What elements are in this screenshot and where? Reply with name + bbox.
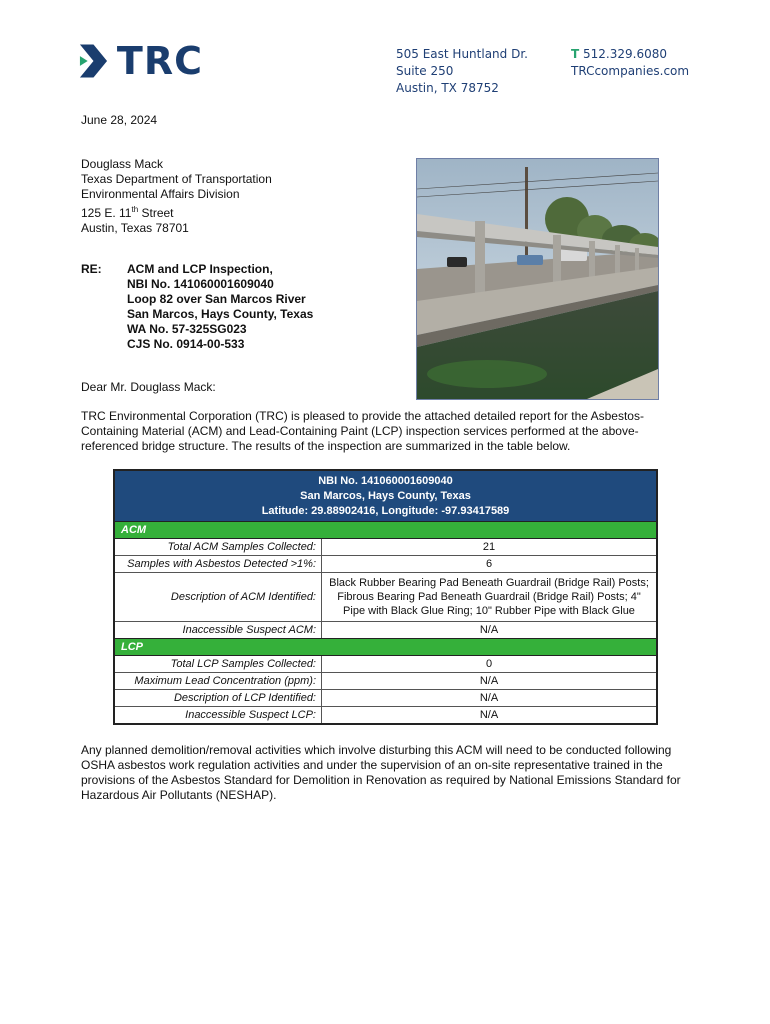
phone-label: T	[571, 47, 580, 61]
letter-date: June 28, 2024	[81, 113, 158, 127]
re-line: NBI No. 141060001609040	[127, 277, 274, 291]
row-label: Description of LCP Identified:	[115, 690, 322, 706]
trc-logo	[78, 40, 203, 82]
recipient-block	[81, 157, 272, 236]
row-label: Total ACM Samples Collected:	[115, 539, 322, 555]
re-line: Loop 82 over San Marcos River	[127, 292, 306, 306]
row-value: 0	[485, 658, 493, 670]
re-label: RE:	[81, 262, 102, 276]
table-row	[115, 656, 656, 673]
row-value: N/A	[479, 692, 499, 704]
row-value: Black Rubber Bearing Pad Beneath Guardrail (Bridge Rail) Posts; Fibrous Bearing Pad Beneath Guardrail (Bridge Rail) Posts; 4" Pipe with Black Glue Ring; 10" Rubber Pipe with Black Glue	[329, 577, 649, 617]
lcp-section-header: LCP	[115, 639, 656, 656]
row-value: 6	[485, 558, 493, 570]
acm-section-header: ACM	[115, 522, 656, 539]
bridge-photo	[416, 158, 659, 400]
website-link[interactable]: TRCcompanies.com	[571, 64, 690, 78]
summary-table	[113, 469, 658, 725]
closing-paragraph: Any planned demolition/removal activities which involve disturbing this ACM will need to be conducted following OSHA asbestos work regulation activities and under the supervision of an on-site representative trained in the provisions of the Asbestos Standard for Demolition in Renovation as required by National Emissions Standard for Hazardous Air Pollutants (NESHAP).	[81, 743, 681, 802]
re-line: CJS No. 0914-00-533	[127, 337, 245, 351]
intro-paragraph: TRC Environmental Corporation (TRC) is pleased to provide the attached detailed report for the Asbestos-Containing Material (ACM) and Lead-Containing Paint (LCP) inspection services performed at the above-referenced bridge structure. The results of the inspection are summarized in the table below.	[81, 409, 644, 453]
phone-number: 512.329.6080	[583, 47, 667, 61]
table-row	[115, 573, 656, 622]
recipient-name: Douglass Mack	[81, 157, 164, 171]
row-label: Description of ACM Identified:	[115, 573, 322, 621]
table-header-line: NBI No. 141060001609040	[318, 475, 453, 487]
recipient-city: Austin, Texas 78701	[81, 221, 189, 235]
row-value: N/A	[479, 624, 499, 636]
re-line: ACM and LCP Inspection,	[127, 262, 273, 276]
company-contact	[571, 46, 689, 80]
row-value: N/A	[479, 709, 499, 721]
address-line: 505 East Huntland Dr.	[396, 47, 528, 61]
table-row	[115, 539, 656, 556]
re-line: WA No. 57-325SG023	[127, 322, 247, 336]
address-line: Austin, TX 78752	[396, 81, 499, 95]
re-line: San Marcos, Hays County, Texas	[127, 307, 314, 321]
row-label: Samples with Asbestos Detected >1%:	[115, 556, 322, 572]
row-label: Total LCP Samples Collected:	[115, 656, 322, 672]
table-row	[115, 673, 656, 690]
recipient-street: 125 E. 11th Street	[81, 205, 174, 220]
address-line: Suite 250	[396, 64, 454, 78]
row-label: Maximum Lead Concentration (ppm):	[115, 673, 322, 689]
re-subject	[127, 262, 313, 352]
greeting: Dear Mr. Douglass Mack:	[81, 380, 216, 394]
row-label: Inaccessible Suspect ACM:	[115, 622, 322, 638]
table-header	[115, 471, 656, 522]
table-row	[115, 707, 656, 723]
row-label: Inaccessible Suspect LCP:	[115, 707, 322, 723]
table-row	[115, 622, 656, 639]
table-row	[115, 690, 656, 707]
recipient-org: Texas Department of Transportation	[81, 172, 272, 186]
table-header-line: San Marcos, Hays County, Texas	[300, 490, 471, 502]
table-row	[115, 556, 656, 573]
recipient-division: Environmental Affairs Division	[81, 187, 240, 201]
trc-logo-mark-icon	[78, 42, 111, 80]
row-value: 21	[482, 541, 496, 553]
company-address	[396, 46, 528, 97]
logo-wordmark: TRC	[116, 39, 203, 83]
table-header-line: Latitude: 29.88902416, Longitude: -97.93417589	[261, 505, 510, 517]
row-value: N/A	[479, 675, 499, 687]
